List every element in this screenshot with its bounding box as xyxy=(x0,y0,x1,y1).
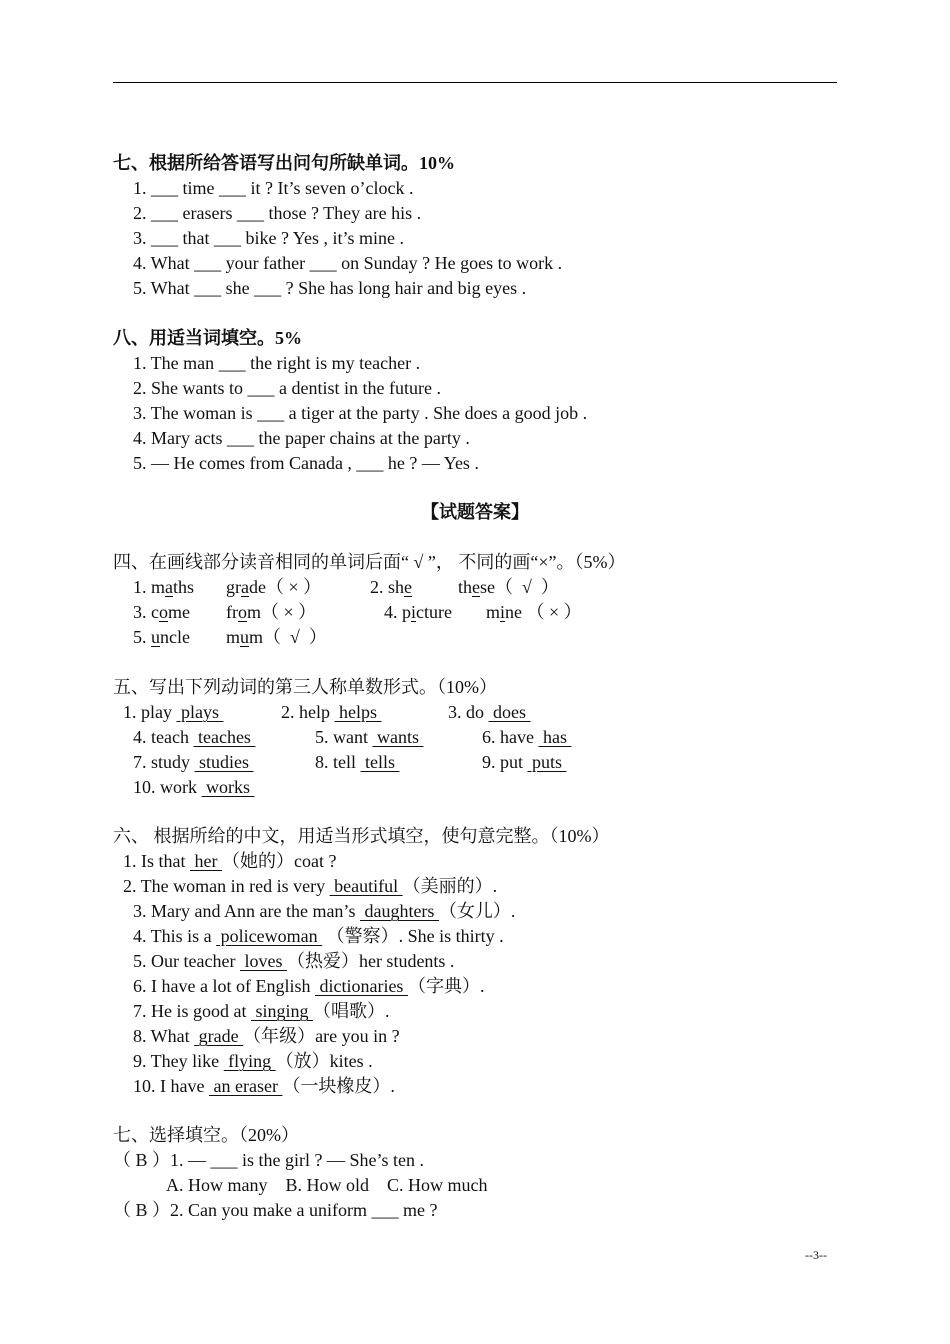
answer-section-4-title: 四、在画线部分读音相同的单词后面“ √ ”， 不同的画“×”。（5%） xyxy=(113,552,626,572)
a4-row-1-word-3: 2. she xyxy=(370,577,413,597)
s7-item: 3. ___ that ___ bike ? Yes , it’s mine . xyxy=(133,228,404,248)
a6-item: 1. Is that her （她的）coat ? xyxy=(123,851,337,871)
a5-item: 4. teach teaches xyxy=(133,727,256,747)
a5-item: 7. study studies xyxy=(133,752,254,772)
a4-row-2-word-3: 4. picture xyxy=(384,602,452,622)
a5-item: 5. want wants xyxy=(315,727,424,747)
page-number: --3-- xyxy=(805,1248,827,1262)
a5-item: 6. have has xyxy=(482,727,572,747)
a5-item: 3. do does xyxy=(448,702,531,722)
s8-item: 2. She wants to ___ a dentist in the future . xyxy=(133,378,441,398)
a4-row-1-word-2: grade（ × ） xyxy=(226,577,322,597)
a4-row-1-word-1: 1. maths xyxy=(133,577,195,597)
answer-section-5-title: 五、写出下列动词的第三人称单数形式。（10%） xyxy=(113,677,497,697)
a6-item: 5. Our teacher loves （热爱）her students . xyxy=(133,951,455,971)
a4-row-2-word-4: mine （ × ） xyxy=(486,602,582,622)
a4-row-2-word-2: from（ × ） xyxy=(226,602,317,622)
section-8-title: 八、用适当词填空。5% xyxy=(113,328,302,348)
a6-item: 10. I have an eraser （一块橡皮）. xyxy=(133,1076,395,1096)
answer-section-6-title: 六、 根据所给的中文，用适当形式填空，使句意完整。（10%） xyxy=(113,826,610,846)
a5-item: 8. tell tells xyxy=(315,752,400,772)
a5-item: 2. help helps xyxy=(281,702,382,722)
answers-title: 【试题答案】 xyxy=(421,502,529,522)
a6-item: 9. They like flying （放）kites . xyxy=(133,1051,373,1071)
a6-item: 7. He is good at singing （唱歌）. xyxy=(133,1001,390,1021)
s8-item: 5. — He comes from Canada , ___ he ? — Yes . xyxy=(133,453,479,473)
a4-row-2-word-1: 3. come xyxy=(133,602,190,622)
s8-item: 3. The woman is ___ a tiger at the party . She does a good job . xyxy=(133,403,588,423)
a6-item: 3. Mary and Ann are the man’s daughters （女儿）. xyxy=(133,901,516,921)
s7-item: 2. ___ erasers ___ those ? They are his . xyxy=(133,203,422,223)
a4-row-3-word-2: mum（ √ ） xyxy=(226,627,327,647)
s7-item: 4. What ___ your father ___ on Sunday ? He goes to work . xyxy=(133,253,563,273)
a7-question-2: （ B ）2. Can you make a uniform ___ me ? xyxy=(113,1200,438,1220)
a7-question-1-options: A. How many B. How old C. How much xyxy=(166,1175,488,1195)
a5-item: 9. put puts xyxy=(482,752,567,772)
answer-section-7-title: 七、选择填空。（20%） xyxy=(113,1125,299,1145)
section-7-title: 七、根据所给答语写出问句所缺单词。10% xyxy=(113,153,455,173)
a6-item: 8. What grade （年级）are you in ? xyxy=(133,1026,400,1046)
s8-item: 4. Mary acts ___ the paper chains at the party . xyxy=(133,428,470,448)
a4-row-1-word-4: these（ √ ） xyxy=(458,577,559,597)
a5-item: 1. play plays xyxy=(123,702,224,722)
s7-item: 5. What ___ she ___ ? She has long hair and big eyes . xyxy=(133,278,527,298)
s8-item: 1. The man ___ the right is my teacher . xyxy=(133,353,421,373)
a4-row-3-word-1: 5. uncle xyxy=(133,627,190,647)
a6-item: 4. This is a policewoman （警察）. She is thirty . xyxy=(133,926,504,946)
a7-question-1: （ B ）1. — ___ is the girl ? — She’s ten . xyxy=(113,1150,424,1170)
header-rule xyxy=(113,82,837,83)
a5-item: 10. work works xyxy=(133,777,255,797)
s7-item: 1. ___ time ___ it ? It’s seven o’clock . xyxy=(133,178,414,198)
a6-item: 2. The woman in red is very beautiful （美丽的）. xyxy=(123,876,498,896)
a6-item: 6. I have a lot of English dictionaries （字典）. xyxy=(133,976,485,996)
